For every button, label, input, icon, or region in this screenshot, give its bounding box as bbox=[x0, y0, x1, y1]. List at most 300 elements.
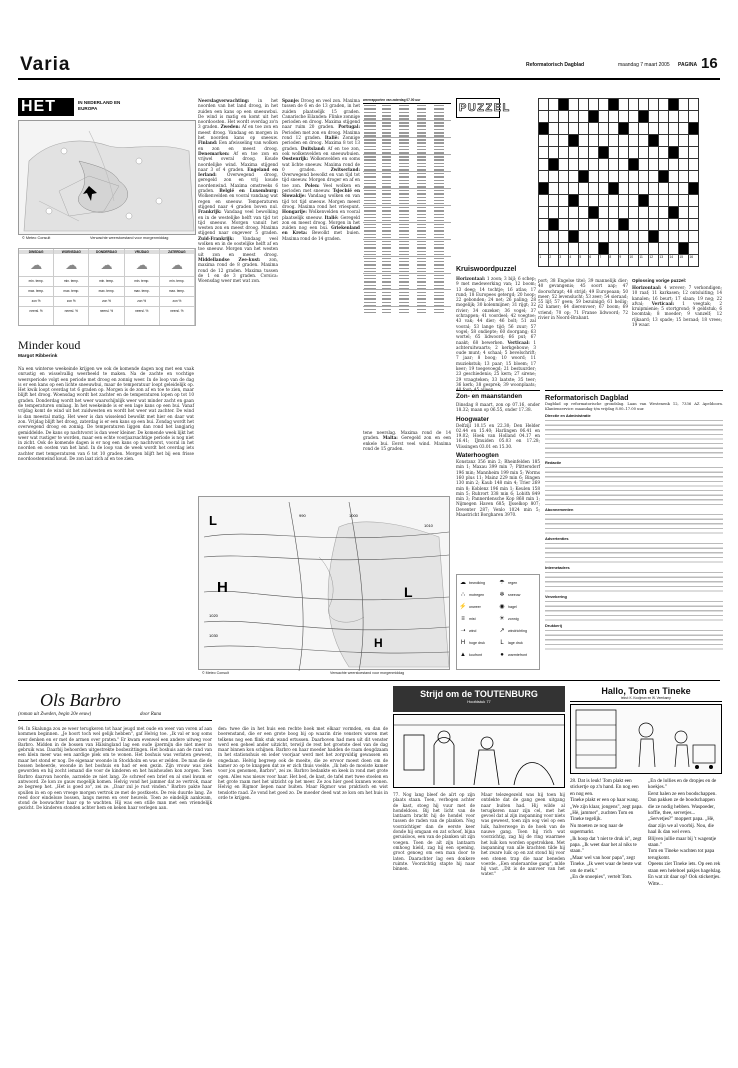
crossword-cell[interactable] bbox=[589, 147, 599, 159]
crossword-cell[interactable] bbox=[549, 147, 559, 159]
crossword-cell[interactable] bbox=[649, 219, 659, 231]
crossword-cell[interactable] bbox=[569, 147, 579, 159]
crossword-cell[interactable] bbox=[629, 219, 639, 231]
legend-label: mist bbox=[469, 616, 476, 621]
crossword-cell[interactable] bbox=[559, 171, 569, 183]
colophon-section-body bbox=[545, 465, 723, 505]
weather-article-title: Minder koud bbox=[18, 338, 81, 352]
crossword-cell[interactable] bbox=[579, 159, 589, 171]
crossword-cell[interactable] bbox=[549, 99, 559, 111]
sun-moon-box bbox=[456, 390, 540, 572]
crossword-cell[interactable] bbox=[569, 207, 579, 219]
crossword-cell[interactable] bbox=[649, 111, 659, 123]
cloud-icon: ☁ bbox=[65, 258, 78, 272]
crossword-cell[interactable] bbox=[599, 99, 609, 111]
crossword-cell[interactable] bbox=[599, 147, 609, 159]
crossword-cell[interactable] bbox=[559, 99, 569, 111]
legend-symbol-icon: L bbox=[500, 639, 504, 646]
crossword-cell[interactable] bbox=[589, 159, 599, 171]
crossword-cell[interactable] bbox=[619, 99, 629, 111]
crossword-cell[interactable] bbox=[679, 219, 689, 231]
crossword-cell[interactable] bbox=[639, 219, 649, 231]
cloud-icon: ☁ bbox=[30, 258, 43, 272]
crossword-cell[interactable] bbox=[649, 231, 659, 243]
crossword-cell[interactable] bbox=[659, 243, 669, 255]
crossword-cell[interactable] bbox=[669, 99, 679, 111]
solution-cell[interactable]: 11 bbox=[639, 255, 649, 267]
crossword-cell[interactable] bbox=[619, 159, 629, 171]
legend-label: onweer bbox=[469, 604, 481, 609]
crossword-cell[interactable] bbox=[609, 159, 619, 171]
crossword-cell[interactable] bbox=[569, 195, 579, 207]
crossword-cell[interactable] bbox=[619, 183, 629, 195]
crossword-cell[interactable] bbox=[539, 195, 549, 207]
crossword-cell[interactable] bbox=[579, 135, 589, 147]
solution-cell[interactable]: 5 bbox=[579, 255, 589, 267]
solution-cell[interactable]: 7 bbox=[599, 255, 609, 267]
crossword-cell[interactable] bbox=[649, 243, 659, 255]
crossword-cell[interactable] bbox=[619, 111, 629, 123]
crossword-cell[interactable] bbox=[609, 99, 619, 111]
crossword-cell[interactable] bbox=[659, 171, 669, 183]
legend-symbol-icon: ◉ bbox=[499, 604, 505, 610]
crossword-cell[interactable] bbox=[689, 207, 699, 219]
crossword-cell[interactable] bbox=[579, 195, 589, 207]
crossword-cell[interactable] bbox=[579, 147, 589, 159]
crossword-cell[interactable] bbox=[689, 231, 699, 243]
crossword-cell[interactable] bbox=[619, 207, 629, 219]
serial-chapter-lead: 94. In Skalunga zou ze weer terugkeren tot haar jeugd met oude en weer van voren af aan kommen beginnen. bbox=[18, 726, 212, 737]
colophon-section-title: Advertenties bbox=[545, 536, 569, 542]
crossword-cell[interactable] bbox=[549, 123, 559, 135]
crossword-cell[interactable] bbox=[679, 207, 689, 219]
crossword-cell[interactable] bbox=[599, 207, 609, 219]
legend-item bbox=[459, 613, 498, 624]
weather-table-cell bbox=[416, 310, 434, 313]
crossword-cell[interactable] bbox=[639, 123, 649, 135]
crossword-cell[interactable] bbox=[639, 183, 649, 195]
weather-article-body: Na een winterse weekeinde krijgen we ook de komende dagen nog met een vaak onrustig en wisselvallig weerbeeld te maken. Na de zachte en vochtige weersperiode volgt een periode met droog en zonnig weer. In de loop van de dag is er een kans op een lichte sneeuwbui, maar de temperatuur loopt geleidelijk op. Het kwik loopt overdag tot 6 graden op. Morgen is de zon af en toe te zien, maar blijft het droog. Woensdag wordt het zachter en de temperaturen lopen op tot 10 graden. Donderdag wordt het weer waarschijnlijk weer wat minder zacht en gaan de temperaturen omlaag. In het weekeinde is er een lage kans op een bui. Vanaf vrijdag komt de wind uit het zuidwesten en wordt het weer wat zachter. De wind is dan meestal matig. Het weer is dan wisselend bewolkt met hier en daar wat zon. Vrijdag blijft het droog, zaterdag is er een kans op een bui. Zondag wordt het overwegend droog en zonnig. De temperaturen liggen dan rond het langjarig gemiddelde. De kans op nachtvorst is dan weer kleiner. De komende week lijkt het weer wat rustiger te worden, maar een echte voorjaarsachtige periode is nog niet in zicht. Ook de komende dagen is er nog een kans op nachtvorst, vooral in het noorden en oosten van het land. In de loop van de week wordt het overdag iets zachter met temperaturen van 6 tot 10 graden. Morgen blijft het bij een frisse noordoostenwind koud. De zon laat zich af en toe zien. bbox=[18, 366, 194, 462]
pressure-map-svg bbox=[199, 497, 451, 671]
isobar-1010: 1010 bbox=[424, 523, 433, 528]
crossword-cell[interactable] bbox=[689, 195, 699, 207]
crossword-cell[interactable] bbox=[539, 231, 549, 243]
colophon-section-title: Redactie bbox=[545, 460, 562, 466]
comic2-subtitle: tekst: K. Kooijman en W. Veerkamp bbox=[621, 696, 671, 700]
crossword-cell[interactable] bbox=[659, 135, 669, 147]
crossword-cell[interactable] bbox=[539, 243, 549, 255]
crossword-cell[interactable] bbox=[629, 147, 639, 159]
comic2-header bbox=[570, 686, 722, 702]
crossword-cell[interactable] bbox=[639, 195, 649, 207]
crossword-cell[interactable] bbox=[609, 207, 619, 219]
crossword-cell[interactable] bbox=[609, 243, 619, 255]
crossword-cell[interactable] bbox=[659, 183, 669, 195]
waterhoogten-body: Konstanz 356 min 2; Rheinfelden 185 min 1; Maxau 399 min 7; Plittersdorf 196 min; Mannheim 199 min 5; Worms 160 plus 11; Mainz 229 min 6; Bingen 130 min 2; Kaub 148 min 4; Trier 269 min 8; Koblenz 196 min 1; Keulen 158 min 5; Ruhrort 338 min 6; Lobith 849 min 3; Pannerdensche Kop 868 min 1; Nijmegen Haven 685; IJsselkop 807; Deventer 287; Venlo 1024 min 5; Maastricht Borgharen 3970. bbox=[456, 459, 540, 518]
crossword-cell[interactable] bbox=[629, 183, 639, 195]
crossword-cell[interactable] bbox=[599, 219, 609, 231]
crossword-cell[interactable] bbox=[579, 219, 589, 231]
crossword-cell[interactable] bbox=[599, 159, 609, 171]
crossword-cell[interactable] bbox=[589, 219, 599, 231]
crossword-cell[interactable] bbox=[619, 171, 629, 183]
crossword-cell[interactable] bbox=[559, 159, 569, 171]
crossword-cell[interactable] bbox=[549, 231, 559, 243]
crossword-cell[interactable] bbox=[549, 159, 559, 171]
crossword-cell[interactable] bbox=[549, 195, 559, 207]
crossword-cell[interactable] bbox=[609, 195, 619, 207]
crossword-cell[interactable] bbox=[689, 171, 699, 183]
crossword-cell[interactable] bbox=[569, 111, 579, 123]
crossword-cell[interactable] bbox=[669, 111, 679, 123]
crossword-cell[interactable] bbox=[689, 111, 699, 123]
legend-item bbox=[459, 649, 498, 660]
crossword-cell[interactable] bbox=[569, 123, 579, 135]
forecast-row-label: min. temp. bbox=[89, 276, 123, 286]
solution-cell[interactable]: 3 bbox=[559, 255, 569, 267]
crossword-cell[interactable] bbox=[629, 135, 639, 147]
crossword-cell[interactable] bbox=[539, 123, 549, 135]
crossword-cell[interactable] bbox=[589, 135, 599, 147]
weather-table-cell bbox=[381, 310, 399, 313]
crossword-cell[interactable] bbox=[679, 243, 689, 255]
crossword-cell[interactable] bbox=[669, 183, 679, 195]
crossword-cell[interactable] bbox=[669, 243, 679, 255]
forecast-row-label: zon % bbox=[89, 296, 123, 306]
crossword-cell[interactable] bbox=[539, 147, 549, 159]
legend-label: lage druk bbox=[508, 640, 523, 645]
crossword-cell[interactable] bbox=[679, 183, 689, 195]
crossword-cell[interactable] bbox=[629, 243, 639, 255]
crossword-cell[interactable] bbox=[679, 195, 689, 207]
crossword-cell[interactable] bbox=[689, 147, 699, 159]
forecast-row-label: neersl. % bbox=[19, 306, 53, 316]
crossword-cell[interactable] bbox=[649, 183, 659, 195]
crossword-cell[interactable] bbox=[589, 183, 599, 195]
comic2-paragraph-11: „Servetjes?" moppert papa. „Hè, daar zijn we al voorbij. Nou, die haal ik dan wel even. bbox=[648, 816, 715, 836]
weather-title: HET bbox=[18, 98, 74, 116]
crossword-cell[interactable] bbox=[679, 231, 689, 243]
colophon-section-title: Drukkerij bbox=[545, 623, 562, 629]
crossword-cell[interactable] bbox=[689, 183, 699, 195]
crossword-cell[interactable] bbox=[569, 171, 579, 183]
crossword-cell[interactable] bbox=[549, 243, 559, 255]
crossword-cell[interactable] bbox=[559, 147, 569, 159]
crossword-cell[interactable] bbox=[619, 135, 629, 147]
crossword-cell[interactable] bbox=[539, 159, 549, 171]
solution-cell[interactable]: 1 bbox=[539, 255, 549, 267]
solution-cell[interactable]: 16 bbox=[689, 255, 699, 267]
crossword-cell[interactable] bbox=[609, 147, 619, 159]
crossword-cell[interactable] bbox=[629, 195, 639, 207]
crossword-cell[interactable] bbox=[559, 123, 569, 135]
crossword-cell[interactable] bbox=[559, 195, 569, 207]
crossword-cell[interactable] bbox=[569, 231, 579, 243]
crossword-cell[interactable] bbox=[629, 159, 639, 171]
comic1-text-lead: 77. Nog lang bleef de aïrt op zijn plaats staan. bbox=[393, 792, 475, 803]
section-title: Varia bbox=[20, 54, 71, 75]
europe-weather-map bbox=[18, 120, 196, 235]
crossword-cell[interactable] bbox=[649, 207, 659, 219]
comic2-paragraph-9: „En de lollies en de dropjes en de koekjes." bbox=[648, 778, 717, 791]
crossword-cell[interactable] bbox=[599, 195, 609, 207]
forecast-day-label: DONDERDAG bbox=[89, 250, 123, 254]
crossword-cell[interactable] bbox=[539, 171, 549, 183]
legend-symbol-icon: ▲ bbox=[460, 651, 466, 658]
crossword-cell[interactable] bbox=[669, 135, 679, 147]
crossword-cell[interactable] bbox=[669, 159, 679, 171]
crossword-cell[interactable] bbox=[659, 99, 669, 111]
crossword-cell[interactable] bbox=[589, 111, 599, 123]
crossword-cell[interactable] bbox=[629, 207, 639, 219]
forecast-day-label: VRIJDAG bbox=[125, 250, 159, 254]
crossword-cell[interactable] bbox=[569, 99, 579, 111]
crossword-cell[interactable] bbox=[619, 147, 629, 159]
crossword-cell[interactable] bbox=[599, 183, 609, 195]
crossword-cell[interactable] bbox=[579, 207, 589, 219]
crossword-cell[interactable] bbox=[679, 111, 689, 123]
isobar-1030: 1030 bbox=[209, 633, 218, 638]
crossword-cell[interactable] bbox=[609, 183, 619, 195]
crossword-cell[interactable] bbox=[619, 231, 629, 243]
crossword-cell[interactable] bbox=[649, 195, 659, 207]
legend-symbol-icon: ● bbox=[500, 651, 504, 658]
legend-symbol-icon: ↗ bbox=[499, 628, 505, 634]
serial-column-2: den: twee die in het huis een rechte hoek met elkaar vormden, en dan de boerenstand, die er een grote boog bij op waarin drie vensters waren met telkens nog een flink stuk wand ertussen. Daarboven had men uit dit venster werd een geheel ander uitzicht, terwijl de rest het grootste deel van de dag maar binnen kon schijnen. Barbro en haar moeder hadden de raam deugdzaam in het stationshuis en ieder voorjaar werd met het zorgvuldig gewassen en ongedaan. Helvig begreep ook de moeite, die ze ervoor moest doen om de kamer zo op te knappen dat ze er zich thuis voelde. „Ik heb de mooiste kamer voor jou genomen, Barbro", zei ze. Barbro bedankte en keek in rond met grote ogen. Alles was nieuw voor haar. Het bed, de kast, de tafel met twee stoelen en het grote raam met het uitzicht op het meer. Ze zou hier goed kunnen wonen. Helvig en Rigmor liepen naar buiten. Maar Rigmor was praktisch en wist tenslotte raad. Ze vond het goed zo. De moeder deed wat ze kon om het huis in orde te krijgen. bbox=[218, 726, 388, 800]
crossword-cell[interactable] bbox=[579, 99, 589, 111]
crossword-cell[interactable] bbox=[679, 147, 689, 159]
crossword-cell[interactable] bbox=[559, 243, 569, 255]
crossword-cell[interactable] bbox=[629, 231, 639, 243]
crossword-cell[interactable] bbox=[589, 243, 599, 255]
legend-item bbox=[459, 589, 498, 600]
crossword-cell[interactable] bbox=[569, 135, 579, 147]
crossword-cell[interactable] bbox=[559, 207, 569, 219]
crossword-cell[interactable] bbox=[559, 219, 569, 231]
crossword-cell[interactable] bbox=[639, 231, 649, 243]
crossword-cell[interactable] bbox=[619, 123, 629, 135]
crossword-cell[interactable] bbox=[689, 243, 699, 255]
map-caption-left: © Meteo Consult bbox=[22, 236, 51, 240]
legend-symbol-icon: ⚡ bbox=[459, 604, 467, 610]
crossword-cell[interactable] bbox=[559, 111, 569, 123]
colophon-section-title: Internetadres bbox=[545, 565, 570, 571]
crossword-cell[interactable] bbox=[569, 243, 579, 255]
crossword-cell[interactable] bbox=[619, 195, 629, 207]
crossword-cell[interactable] bbox=[589, 207, 599, 219]
crossword-cell[interactable] bbox=[619, 243, 629, 255]
crossword-cell[interactable] bbox=[649, 159, 659, 171]
comic-tom-tineke bbox=[570, 686, 722, 1052]
comic1-subtitle: Hoofdstuk 77 bbox=[467, 699, 491, 704]
crossword-cell[interactable] bbox=[629, 111, 639, 123]
solution-cell[interactable]: 6 bbox=[589, 255, 599, 267]
crossword-cell[interactable] bbox=[609, 231, 619, 243]
crossword-cell[interactable] bbox=[599, 111, 609, 123]
solution-cell[interactable]: 2 bbox=[549, 255, 559, 267]
puzzle-clues-continued: port; 38 Engelse titel; 39 mannelijk dier; 40 gevangenis; 45 soort aap; 47 doorschrapt; 48 strijd; 49 Europeaan; 50 meer; 52 levenslucht; 53 zeer; 54 sieraad; 55 lijf; 57 geen; 59 bezuinigd; 61 heilig; 62 kamer; 64 dierenvoer; 67 boom; 69 vriend; 70 op; 71 Franse lidwoord; 72 rivier in Noord-Brabant. bbox=[538, 278, 628, 321]
crossword-cell[interactable] bbox=[649, 123, 659, 135]
crossword-cell[interactable] bbox=[539, 111, 549, 123]
crossword-cell[interactable] bbox=[659, 159, 669, 171]
weather-column-2: Neerslagverwachting: in het noorden van het land droog, in het zuiden een kans op een sneeuwbui. De wind is matig en komt uit het noordoosten. Het wordt overdag zo'n 3 graden. Zweden: Af en toe zon en meest droog. Vandaag en morgen in het noorden kans op sneeuw. Finland: Een afwisseling van wolken en zon en meest droog. Denemarken: Af en toe zon en vrijwel overal droog. Koude noordelijke wind. Maxima stijgend naar 3 of 4 graden. Engeland en Ierland: Overwegend droog, geregeld zon en vrij koude noordenwind. Maxima omstreeks 6 graden. België en Luxemburg: Wolkenvelden en vooral vandaag wat regen en sneeuw. Temperaturen stijgend naar 4 graden boven nul. Frankrijk: Vandaag veel bewolking en in de westelijke helft van tijd tot tijd sneeuw. Morgen vanuit het westen zon en meest droog. Maxima stijgend naar ongeveer 5 graden. Zuid-Frankrijk: Vandaag veel wolken en in de oostelijke helft af en toe sneeuw. Morgen van het westen uit zon en meest droog. Middellandse Zee-kust: zon, maxima rond de 8 graden. Maxima rond de 12 graden. Maxima tussen de 1 en de 3 graden. Corsica: Woensdag weer met wat zon. bbox=[198, 98, 278, 284]
crossword-cell[interactable] bbox=[689, 159, 699, 171]
crossword-cell[interactable] bbox=[549, 135, 559, 147]
crossword-cell[interactable] bbox=[579, 123, 589, 135]
crossword-cell[interactable] bbox=[689, 135, 699, 147]
crossword-cell[interactable] bbox=[569, 183, 579, 195]
crossword-cell[interactable] bbox=[549, 183, 559, 195]
crossword-cell[interactable] bbox=[659, 195, 669, 207]
legend-label: windrichting bbox=[508, 628, 527, 633]
crossword-cell[interactable] bbox=[539, 183, 549, 195]
forecast-day bbox=[54, 249, 89, 325]
weather-table-cell bbox=[433, 310, 451, 313]
comic2-text-col1 bbox=[570, 778, 644, 978]
crossword-cell[interactable] bbox=[669, 147, 679, 159]
crossword-cell[interactable] bbox=[559, 135, 569, 147]
crossword-cell[interactable] bbox=[649, 147, 659, 159]
crossword-cell[interactable] bbox=[539, 207, 549, 219]
crossword-cell[interactable] bbox=[669, 195, 679, 207]
crossword-cell[interactable] bbox=[589, 231, 599, 243]
crossword-cell[interactable] bbox=[539, 219, 549, 231]
crossword-cell[interactable] bbox=[579, 231, 589, 243]
crossword-cell[interactable] bbox=[589, 195, 599, 207]
crossword-cell[interactable] bbox=[609, 219, 619, 231]
puzzle-solution-body: Horizontaal: 4 wrever; 7 verkondigen; 10 raaf; 11 karkasen; 12 ontsluiting; 14 kanalen; 16 beurt; 17 slaan; 19 nog; 22 afval; Verticaal: 1 veegtak; 2 kruipmienie; 5 stortgrond; 9 geldstuk; 6 boomtak; 8 moeder; 9 vanzelf; 12 rijkaard; 13 spade; 15 beraad; 18 vrees; 19 waar. bbox=[632, 285, 723, 328]
crossword-cell[interactable] bbox=[649, 99, 659, 111]
crossword-cell[interactable] bbox=[619, 219, 629, 231]
crossword-cell[interactable] bbox=[589, 171, 599, 183]
solution-cell[interactable]: 9 bbox=[619, 255, 629, 267]
cloud-icon: ☁ bbox=[135, 258, 148, 272]
serial-title: Ols Barbro bbox=[40, 690, 121, 710]
serial-author: door Runa bbox=[140, 712, 162, 717]
crossword-cell[interactable] bbox=[569, 219, 579, 231]
comic-toutenburg bbox=[393, 686, 565, 1052]
crossword-cell[interactable] bbox=[669, 123, 679, 135]
crossword-cell[interactable] bbox=[639, 243, 649, 255]
isobar-1000: 1000 bbox=[349, 513, 358, 518]
crossword-cell[interactable] bbox=[599, 171, 609, 183]
crossword-cell[interactable] bbox=[639, 207, 649, 219]
crossword-cell[interactable] bbox=[669, 231, 679, 243]
solution-cell[interactable]: 15 bbox=[679, 255, 689, 267]
crossword-cell[interactable] bbox=[639, 111, 649, 123]
crossword-cell[interactable] bbox=[669, 219, 679, 231]
cloud-icon: ☁ bbox=[170, 258, 183, 272]
crossword-cell[interactable] bbox=[579, 171, 589, 183]
crossword-cell[interactable] bbox=[639, 99, 649, 111]
crossword-cell[interactable] bbox=[639, 135, 649, 147]
crossword-cell[interactable] bbox=[669, 207, 679, 219]
crossword-cell[interactable] bbox=[639, 147, 649, 159]
crossword-cell[interactable] bbox=[549, 219, 559, 231]
legend-label: wind bbox=[469, 628, 477, 633]
crossword-cell[interactable] bbox=[549, 111, 559, 123]
crossword-cell[interactable] bbox=[589, 123, 599, 135]
crossword-cell[interactable] bbox=[609, 135, 619, 147]
crossword-cell[interactable] bbox=[689, 219, 699, 231]
comic2-paragraph-5: Nu moeten ze nog naar de supermarkt. bbox=[570, 822, 624, 836]
legend-label: hagel bbox=[508, 604, 517, 609]
legend-item bbox=[459, 625, 498, 636]
crossword-cell[interactable] bbox=[659, 207, 669, 219]
colophon-title: Reformatorisch Dagblad bbox=[545, 393, 629, 402]
crossword-cell[interactable] bbox=[539, 135, 549, 147]
crossword-cell[interactable] bbox=[569, 159, 579, 171]
solution-cell[interactable]: 4 bbox=[569, 255, 579, 267]
crossword-cell[interactable] bbox=[599, 123, 609, 135]
crossword-cell[interactable] bbox=[629, 123, 639, 135]
crossword-cell[interactable] bbox=[559, 231, 569, 243]
crossword-cell[interactable] bbox=[679, 159, 689, 171]
crossword-cell[interactable] bbox=[599, 135, 609, 147]
crossword-cell[interactable] bbox=[639, 171, 649, 183]
crossword-cell[interactable] bbox=[559, 183, 569, 195]
crossword-cell[interactable] bbox=[659, 219, 669, 231]
solution-cell[interactable]: 13 bbox=[659, 255, 669, 267]
crossword-cell[interactable] bbox=[629, 99, 639, 111]
forecast-day-label: WOENSDAG bbox=[54, 250, 88, 254]
solution-cell[interactable]: 8 bbox=[609, 255, 619, 267]
weather-subtitle: IN NEDERLAND EN EUROPA bbox=[78, 100, 121, 111]
crossword-cell[interactable] bbox=[579, 183, 589, 195]
crossword-cell[interactable] bbox=[639, 159, 649, 171]
crossword-cell[interactable] bbox=[649, 171, 659, 183]
forecast-row-label: neersl. % bbox=[89, 306, 123, 316]
isobar-990: 990 bbox=[299, 513, 306, 518]
crossword-cell[interactable] bbox=[679, 99, 689, 111]
crossword-cell[interactable] bbox=[679, 135, 689, 147]
crossword-cell[interactable] bbox=[679, 123, 689, 135]
crossword-cell[interactable] bbox=[689, 99, 699, 111]
comic2-paragraph-7: „Maar wel van hoor papa", zegt Tineke. „Ik weet waar de beste wat om de melk." bbox=[570, 854, 642, 874]
crossword-cell[interactable] bbox=[659, 123, 669, 135]
legend-label: sneeuw bbox=[508, 592, 521, 597]
solution-cell[interactable]: 12 bbox=[649, 255, 659, 267]
crossword-cell[interactable] bbox=[599, 231, 609, 243]
crossword-cell[interactable] bbox=[659, 231, 669, 243]
solution-cell[interactable]: 10 bbox=[629, 255, 639, 267]
crossword-cell[interactable] bbox=[599, 243, 609, 255]
crossword-cell[interactable] bbox=[589, 99, 599, 111]
europe-map-svg bbox=[19, 121, 197, 236]
crossword-cell[interactable] bbox=[659, 111, 669, 123]
solution-cell[interactable]: 14 bbox=[669, 255, 679, 267]
crossword-cell[interactable] bbox=[609, 123, 619, 135]
crossword-cell[interactable] bbox=[609, 111, 619, 123]
crossword-cell[interactable] bbox=[679, 171, 689, 183]
crossword-cell[interactable] bbox=[579, 111, 589, 123]
crossword-cell[interactable] bbox=[659, 147, 669, 159]
crossword-cell[interactable] bbox=[549, 171, 559, 183]
crossword-cell[interactable] bbox=[539, 99, 549, 111]
legend-item bbox=[459, 577, 498, 588]
crossword-cell[interactable] bbox=[669, 171, 679, 183]
crossword-cell[interactable] bbox=[609, 171, 619, 183]
crossword-cell[interactable] bbox=[689, 123, 699, 135]
legend-label: motregen bbox=[469, 592, 485, 597]
forecast-day bbox=[19, 249, 54, 325]
crossword-cell[interactable] bbox=[549, 207, 559, 219]
crossword-cell[interactable] bbox=[579, 243, 589, 255]
crossword-cell[interactable] bbox=[629, 171, 639, 183]
forecast-day bbox=[125, 249, 160, 325]
crossword-cell[interactable] bbox=[649, 135, 659, 147]
tide-body: Delfzijl 10.15 en 22.30; Den Helder 02.44 en 15.40; Harlingen 06.41 en 19.02; Hoek van Holland 04.17 en 16.41; IJmuiden 05.03 en 17.28; Vlissingen 03.01 en 15.30. bbox=[456, 422, 540, 449]
